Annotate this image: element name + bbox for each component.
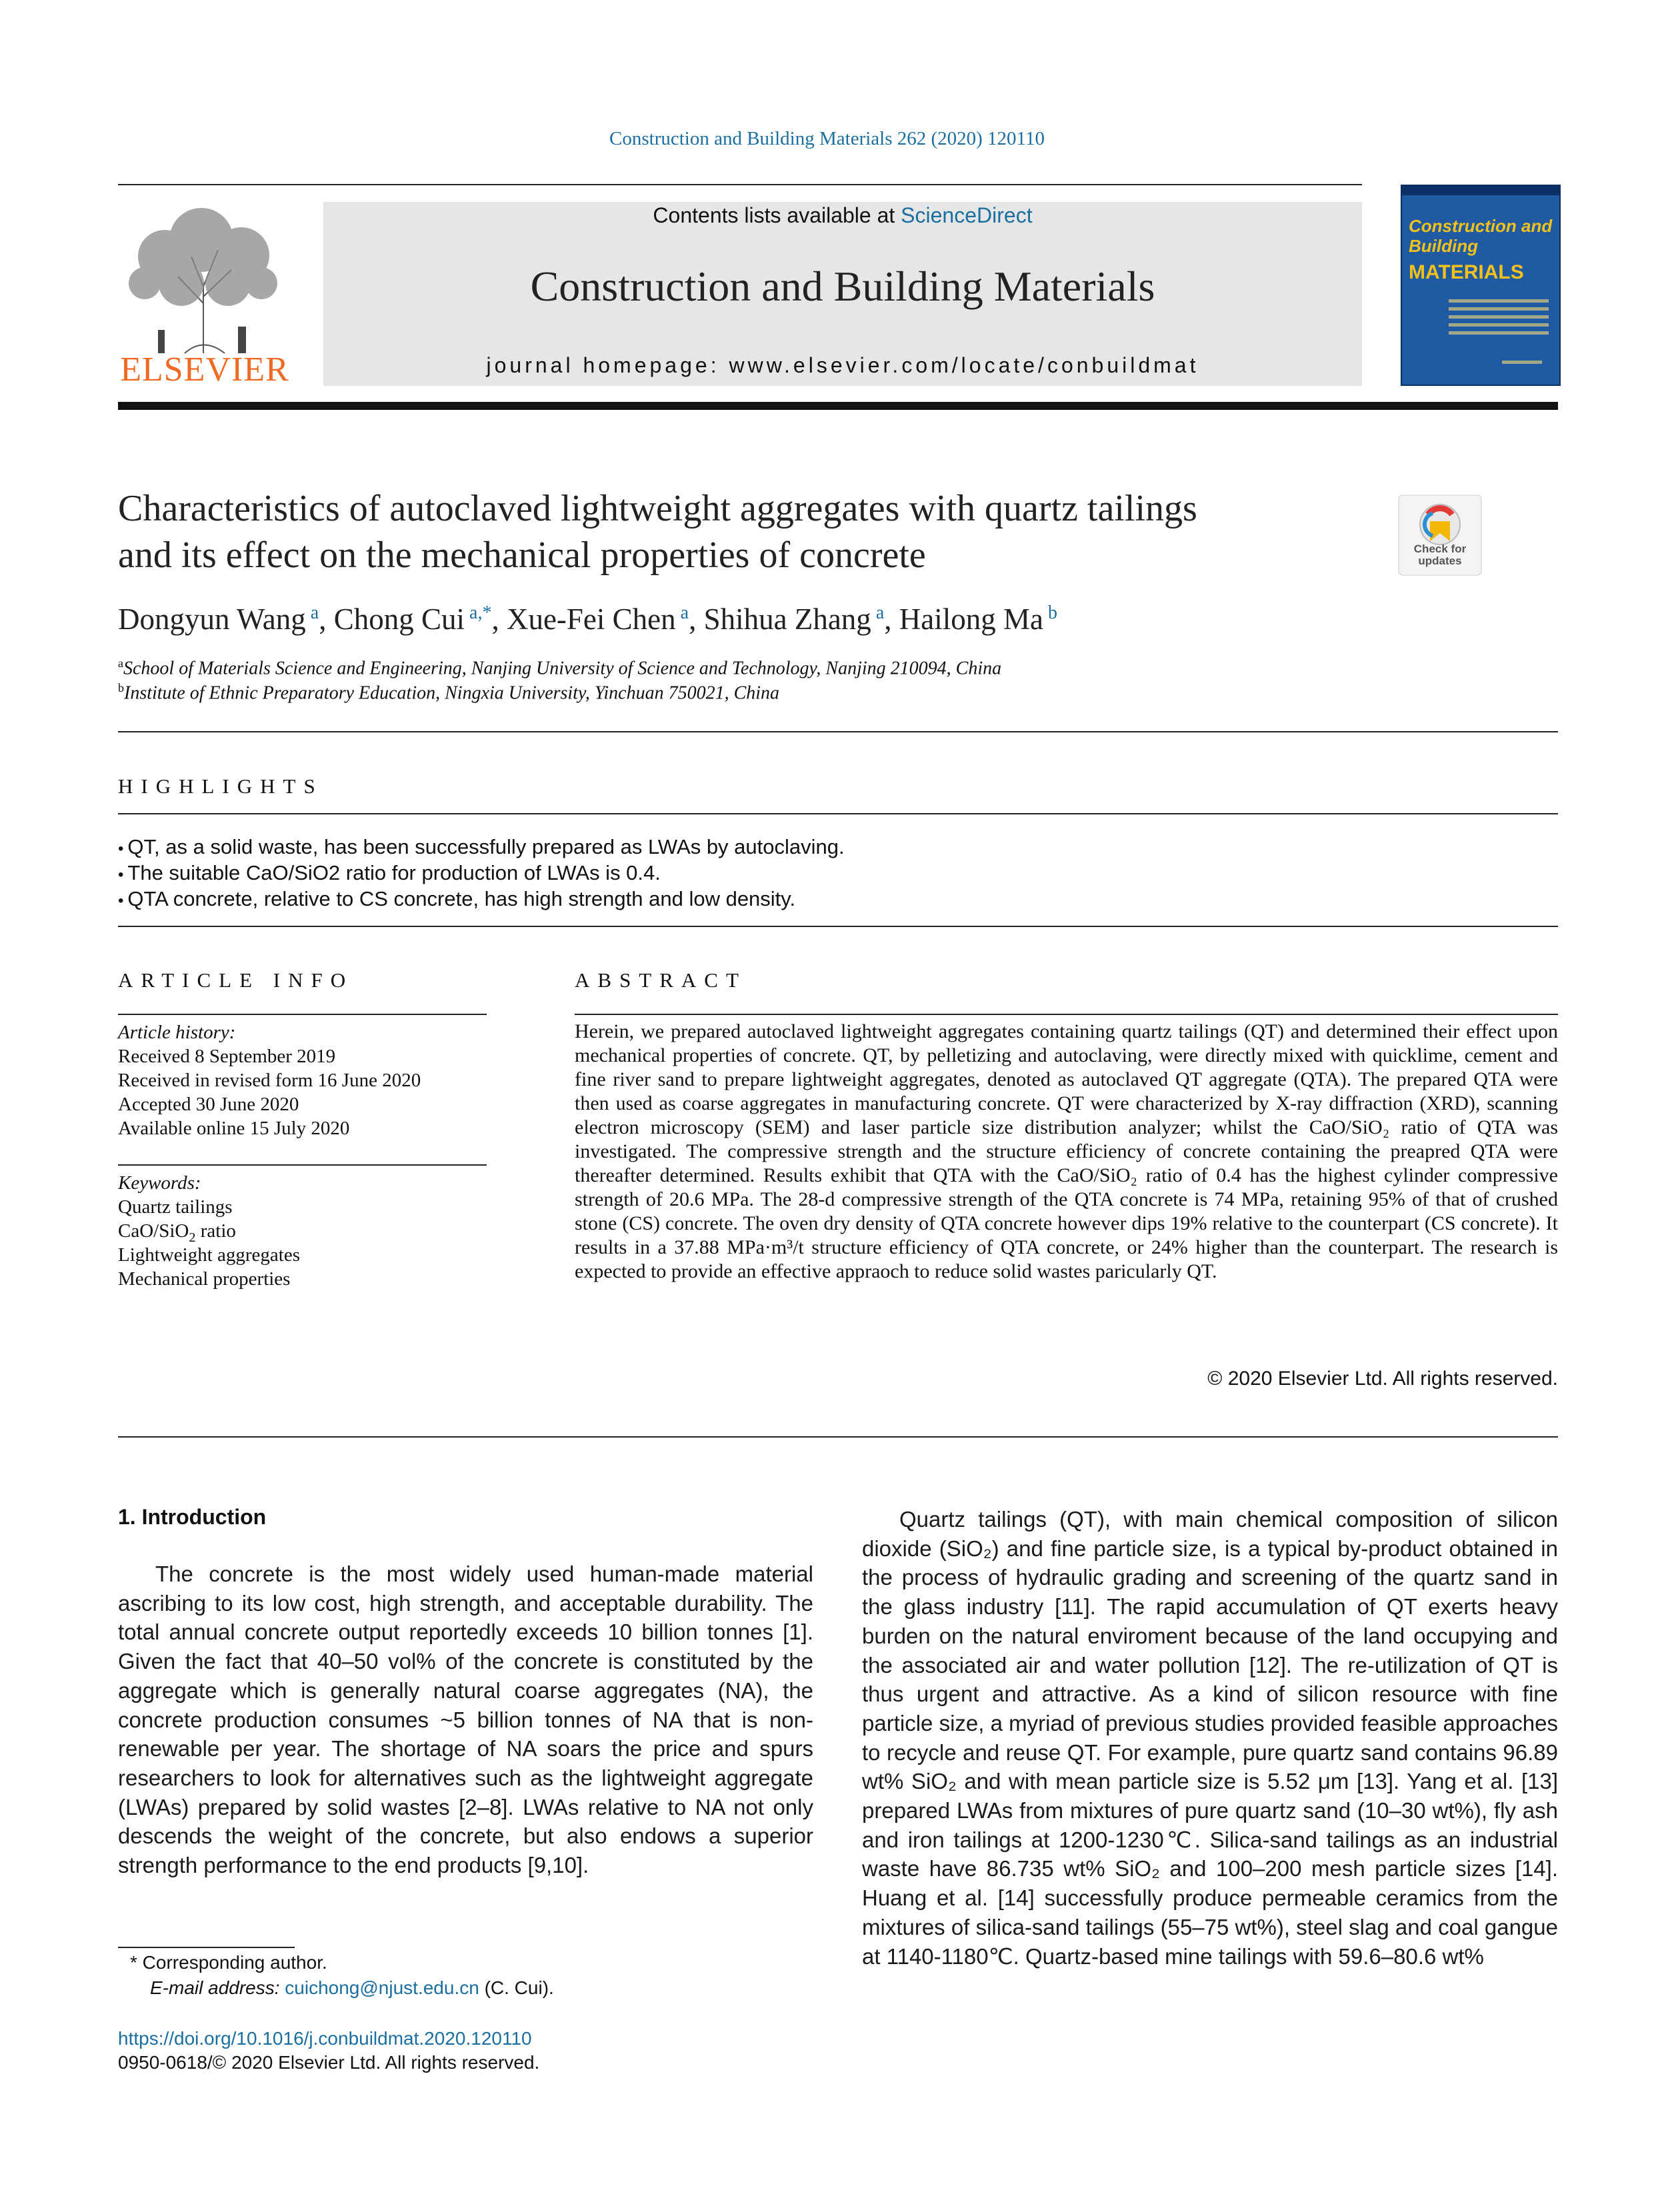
- email-note: E-mail address: cuichong@njust.edu.cn (C. Cui).: [150, 1977, 554, 1998]
- doi-link[interactable]: https://doi.org/10.1016/j.conbuildmat.2020.120110: [118, 2028, 532, 2049]
- history-accepted: Accepted 30 June 2020: [118, 1094, 299, 1115]
- author-list: Dongyun Wang $^a$, Chong Cui $^{a,*}$, Xue-Fei Chen $^a$, Shihua Zhang $^a$, Hailong Ma $^b$: [118, 602, 1057, 636]
- divider: [118, 1014, 487, 1015]
- highlight-item: • QTA concrete, relative to CS concrete, has high strength and low density.: [118, 887, 796, 910]
- elsevier-wordmark: ELSEVIER: [120, 351, 289, 389]
- cover-title: Construction and Building: [1409, 216, 1553, 256]
- divider: [118, 1436, 1558, 1438]
- copyright-notice: © 2020 Elsevier Ltd. All rights reserved.: [1207, 1368, 1558, 1390]
- divider: [118, 731, 1558, 732]
- contents-prefix: Contents lists available at: [653, 203, 901, 227]
- highlight-item: • QT, as a solid waste, has been successfully prepared as LWAs by autoclaving.: [118, 835, 845, 858]
- bullet-icon: •: [118, 892, 124, 910]
- history-label: Article history:: [118, 1022, 236, 1043]
- divider: [118, 1164, 487, 1166]
- journal-name: Construction and Building Materials: [530, 263, 1155, 310]
- paragraph: Quartz tailings (QT), with main chemical composition of silicon dioxide (SiO₂) and fine particle size, is a typical by-product obtained in the process of hydraulic grading and screening of the quartz sand in the glass industry [11]. The rapid accumulation of QT exerts heavy burden on the natural enviroment because of the land occupying and the associated air and water pollution [12]. The re-utilization of QT is thus urgent and attractive. As a kind of silicon resource with fine particle size, a myriad of previous studies provided feasible approaches to recycle and reuse QT. For example, pure quartz sand contains 96.89 wt% SiO₂ and with mean particle size is 5.52 μm [13]. Yang et al. [13] prepared LWAs from mixtures of pure quartz sand (10–30 wt%), fly ash and iron tailings at 1200-1230℃. Silica-sand tailings as an industrial waste have 86.735 wt% SiO₂ and 100–200 mesh particle sizes [14]. Huang et al. [14] successfully produce permeable ceramics from the mixtures of silica-sand tailings (55–75 wt%), steel slag and coal gangue at 1140-1180℃. Quartz-based mine tailings with 59.6–80.6 wt%: [862, 1507, 1558, 1969]
- author-3[interactable]: Xue-Fei Chen $^a$: [506, 602, 689, 636]
- divider: [118, 926, 1558, 927]
- footnote-rule: [118, 1947, 295, 1948]
- highlight-item: • The suitable CaO/SiO2 ratio for production of LWAs is 0.4.: [118, 861, 661, 884]
- contents-line: [323, 202, 1362, 228]
- author-4[interactable]: Shihua Zhang $^a$: [703, 602, 885, 636]
- history-revised: Received in revised form 16 June 2020: [118, 1070, 421, 1091]
- cover-title-materials: MATERIALS: [1409, 261, 1524, 283]
- author-2[interactable]: Chong Cui $^{a,*}$: [333, 602, 492, 636]
- keyword: Lightweight aggregates: [118, 1244, 300, 1266]
- highlights-heading: HIGHLIGHTS: [118, 774, 323, 798]
- keyword: Mechanical properties: [118, 1268, 291, 1290]
- cover-text-lines: [1449, 299, 1549, 339]
- journal-cover: [1401, 185, 1561, 386]
- cover-stripe: [1402, 186, 1559, 195]
- abstract-heading: ABSTRACT: [575, 968, 747, 992]
- crossmark-label: Check for updates: [1413, 543, 1467, 567]
- keyword: Quartz tailings: [118, 1196, 233, 1218]
- title-line-1: Characteristics of autoclaved lightweight aggregates with quartz tailings: [118, 488, 1197, 529]
- tree-icon: [118, 203, 288, 357]
- title-line-2: and its effect on the mechanical properties of concrete: [118, 535, 926, 576]
- affiliation-b: $^b$Institute of Ethnic Preparatory Education, Ningxia University, Yinchuan 750021, China: [118, 681, 780, 704]
- abstract-text: Herein, we prepared autoclaved lightweight aggregates containing quartz tailings (QT) and determined their effect upon mechanical properties of concrete. QT, by pelletizing and autoclaving, were directly mixed with quicklime, cement and fine river sand to prepare lightweight aggregates, denoted as autoclaved QT aggregate (QTA). The prepared QTA were then used as coarse aggregates in manufacturing concrete. QT were characterized by X-ray diffraction (XRD), scanning electron microscopy (SEM) and laser particle size distribution analyzer; whilst the CaO/SiO₂ ratio of QTA was investigated. The compressive strength and the structure efficiency of concrete containing the preapred QTA were thereafter determined. Results exhibit that QTA with the CaO/SiO₂ ratio of 0.4 has the highest cylinder compressive strength of 20.6 MPa. The 28-d compressive strength of the QTA concrete is 74 MPa, retaining 95% of that of crushed stone (CS) concrete. The oven dry density of QTA concrete however dips 19% relative to the counterpart (CS concrete). It results in a 37.88 MPa·m³/t structure efficiency of QTA concrete, or 24% higher than the counterpart. The research is expected to provide an effective appraoch to reduce solid wastes paricularly QT.: [575, 1020, 1558, 1282]
- journal-homepage[interactable]: journal homepage: www.elsevier.com/locate/conbuildmat: [486, 353, 1199, 377]
- section-heading-introduction: 1. Introduction: [118, 1505, 267, 1529]
- divider: [118, 813, 1558, 814]
- history-online: Available online 15 July 2020: [118, 1118, 350, 1139]
- keywords-label: Keywords:: [118, 1172, 201, 1194]
- article-title: [118, 485, 1385, 578]
- bullet-icon: •: [118, 840, 124, 858]
- bullet-icon: •: [118, 866, 124, 884]
- article-info-heading: ARTICLE INFO: [118, 968, 354, 992]
- email-link[interactable]: cuichong@njust.edu.cn: [285, 1977, 479, 1998]
- author-1[interactable]: Dongyun Wang $^a$: [118, 602, 319, 636]
- corresponding-author-note: * Corresponding author.: [130, 1952, 327, 1973]
- journal-reference[interactable]: Construction and Building Materials 262 (2020) 120110: [609, 128, 1045, 149]
- top-rule: [118, 184, 1362, 185]
- keyword: CaO/SiO$_2$ ratio: [118, 1220, 236, 1245]
- author-5[interactable]: Hailong Ma $^b$: [899, 602, 1057, 636]
- history-received: Received 8 September 2019: [118, 1046, 336, 1067]
- affiliation-a: $^a$School of Materials Science and Engineering, Nanjing University of Science and Technology, Nanjing 210094, China: [118, 656, 1002, 679]
- paragraph: The concrete is the most widely used human-made material ascribing to its low cost, high strength, and acceptable durability. The total annual concrete output reportedly exceeds 10 billion tonnes [1]. Given the fact that 40–50 vol% of the concrete is constituted by the aggregate which is generally natural coarse aggregates (NA), the concrete production consumes ~5 billion tonnes of NA that is non-renewable per year. The shortage of NA soars the price and spurs researchers to look for alternatives such as the lightweight aggregate (LWAs) prepared by solid wastes [2–8]. LWAs relative to NA not only descends the weight of the concrete, but also endows a superior strength performance to the end products [9,10].: [118, 1562, 813, 1878]
- body-column-left: [118, 1560, 813, 1880]
- header-thick-rule: [118, 402, 1558, 410]
- sciencedirect-link[interactable]: ScienceDirect: [901, 203, 1033, 227]
- body-column-right: [862, 1505, 1558, 1971]
- cover-footer: [1502, 361, 1542, 364]
- issn-copyright: 0950-0618/© 2020 Elsevier Ltd. All rights reserved.: [118, 2052, 540, 2073]
- divider: [575, 1014, 1558, 1015]
